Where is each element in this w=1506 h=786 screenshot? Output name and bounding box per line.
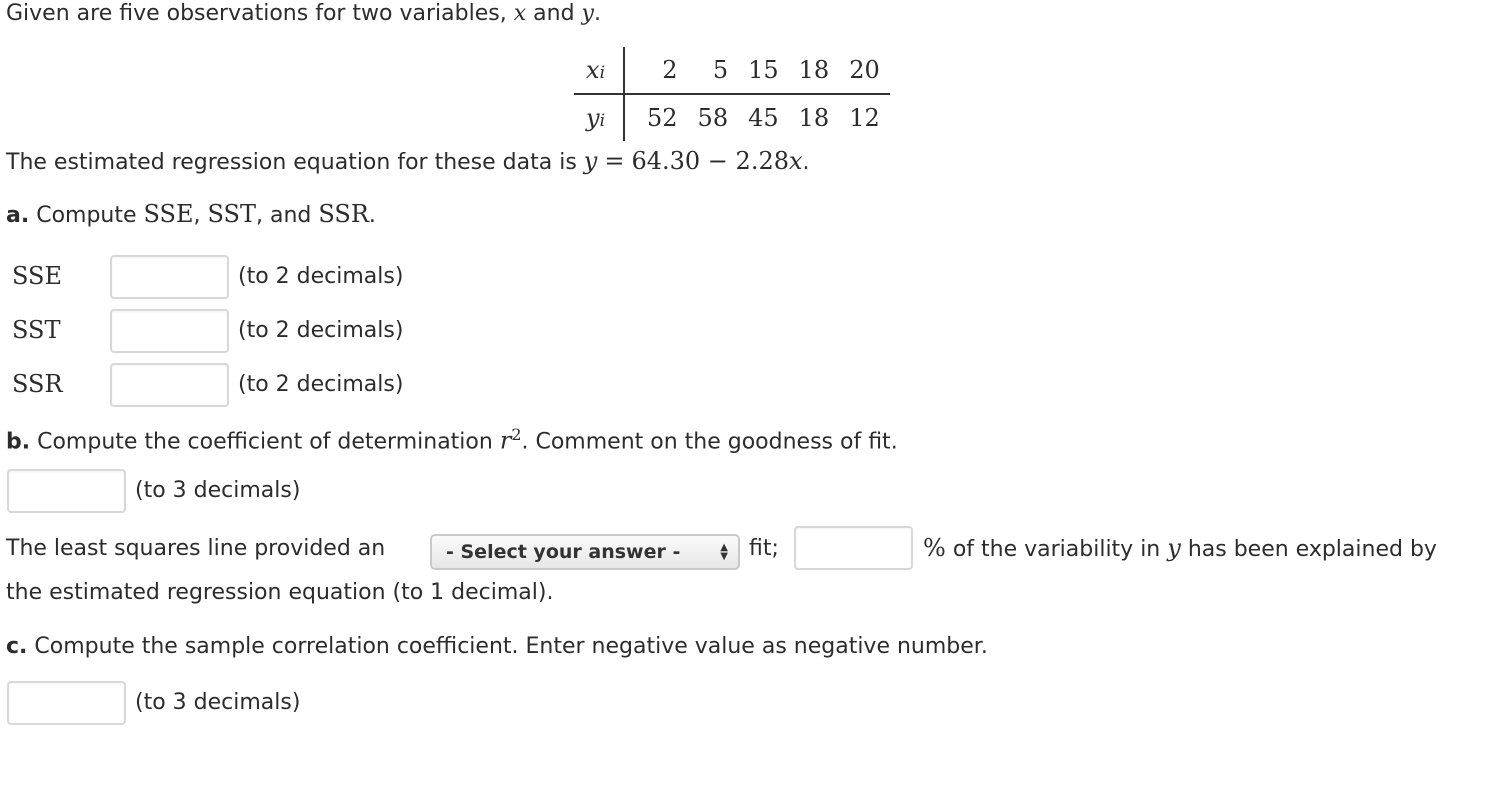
r-squared-hint: (to 3 decimals)	[135, 478, 301, 503]
x-cell: 18	[789, 47, 840, 94]
x-cell: 15	[738, 47, 789, 94]
ssr-label: SSR	[12, 370, 63, 398]
fit-select[interactable]	[430, 534, 740, 570]
correlation-input[interactable]	[7, 681, 126, 725]
x-cell: 5	[688, 47, 739, 94]
regression-text: The estimated regression equation for these data is y = 64.30 − 2.28x.	[6, 147, 810, 175]
sse-label: SSE	[12, 262, 62, 290]
fit-text: fit;	[749, 536, 779, 561]
part-a-heading: a. Compute SSE, SST, and SSR.	[6, 200, 376, 228]
data-table	[574, 47, 890, 141]
x-cell: 20	[839, 47, 890, 94]
y-cell: 58	[697, 104, 729, 132]
sse-input[interactable]	[110, 255, 229, 299]
y-cell: 45	[748, 104, 779, 132]
r-squared-input[interactable]	[7, 469, 126, 513]
sst-label: SST	[12, 316, 61, 344]
part-b-heading: b. Compute the coefficient of determination $r^2$. Comment on the goodness of fit.	[6, 425, 898, 455]
sse-hint: (to 2 decimals)	[238, 264, 404, 289]
row-x-label: xi	[574, 47, 624, 94]
fit-select-value: - Select your answer -	[446, 541, 681, 563]
percent-input[interactable]	[794, 526, 913, 570]
fit-sentence-line2: the estimated regression equation (to 1 decimal).	[6, 580, 554, 605]
y-cell: 12	[849, 104, 880, 132]
table-row-y	[574, 94, 890, 141]
ssr-input[interactable]	[110, 363, 229, 407]
select-arrows-icon: ▲ ▼	[720, 542, 728, 562]
intro-text: Given are five observations for two variables, x and y.	[6, 1, 601, 26]
table-row-x	[574, 47, 890, 94]
y-cell: 52	[647, 104, 678, 132]
correlation-hint: (to 3 decimals)	[135, 690, 301, 715]
variability-text: % of the variability in y has been explained by	[923, 534, 1437, 562]
ssr-hint: (to 2 decimals)	[238, 372, 404, 397]
fit-sentence-start: The least squares line provided an	[6, 536, 386, 561]
sst-hint: (to 2 decimals)	[238, 318, 404, 343]
var-y-symbol: y	[581, 1, 594, 26]
part-c-heading: c. Compute the sample correlation coefficient. Enter negative value as negative number.	[6, 634, 988, 659]
var-x-symbol: x	[513, 1, 527, 26]
row-y-label: yi	[574, 94, 624, 141]
y-cell: 18	[798, 104, 830, 132]
sst-input[interactable]	[110, 309, 229, 353]
x-cell: 2	[624, 47, 688, 94]
